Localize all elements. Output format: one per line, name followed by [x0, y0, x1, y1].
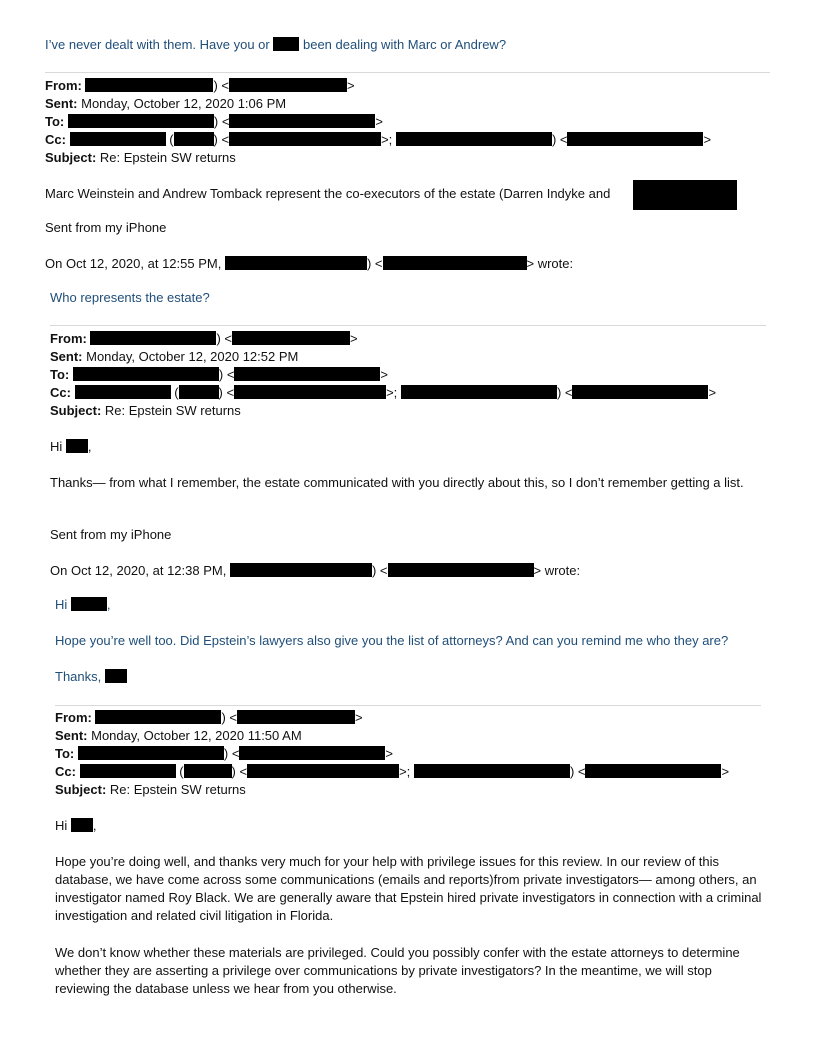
punct: ) < [231, 764, 248, 779]
signature: Sent from my iPhone [50, 527, 172, 542]
punct: > [380, 367, 389, 382]
closing-text: Thanks, [55, 669, 102, 684]
quote-header-text: On Oct 12, 2020, at 12:38 PM, [50, 563, 227, 578]
redaction-block [229, 132, 381, 146]
redaction-block [229, 114, 375, 128]
subject-label: Subject: [50, 403, 102, 418]
subject-value: Re: Epstein SW returns [99, 150, 236, 165]
punct: > [703, 132, 712, 147]
to-line [50, 367, 388, 383]
cc-label: Cc: [45, 132, 66, 147]
punct: ) < [223, 746, 240, 761]
punct: ) < [556, 385, 573, 400]
greeting [55, 597, 111, 613]
subject-label: Subject: [45, 150, 97, 165]
reply-text: been dealing with Marc or Andrew? [302, 37, 507, 52]
body-paragraph: We don’t know whether these materials are privileged. Could you possibly confer with the estate attorneys to determine whether they are asserting a privilege over communications by private investigators? In the meantime, we will stop reviewing the database unless we hear from you otherwise. [55, 945, 740, 996]
body-text [45, 186, 610, 202]
punct: ( [174, 385, 179, 400]
sent-label: Sent: [50, 349, 83, 364]
redaction-block [71, 818, 93, 832]
sent-label: Sent: [45, 96, 78, 111]
subject-value: Re: Epstein SW returns [109, 782, 246, 797]
redaction-block [388, 563, 534, 577]
punct: ) < [221, 710, 238, 725]
redaction-block [383, 256, 527, 270]
redaction-block [401, 385, 557, 399]
redaction-block [85, 78, 213, 92]
sent-value: Monday, October 12, 2020 1:06 PM [81, 96, 287, 111]
quote-header [50, 563, 580, 579]
signature: Sent from my iPhone [45, 220, 167, 235]
quote-header [45, 256, 573, 272]
redaction-block [247, 764, 399, 778]
redaction-block [105, 669, 127, 683]
redaction-block [70, 132, 166, 146]
redaction-block [66, 439, 88, 453]
redaction-block [237, 710, 355, 724]
redaction-block [71, 597, 107, 611]
punct: ) < [366, 256, 383, 271]
punct: , [87, 439, 92, 454]
from-line [55, 710, 363, 726]
header-divider [50, 325, 766, 326]
sent-value: Monday, October 12, 2020 12:52 PM [86, 349, 299, 364]
redaction-block [230, 563, 372, 577]
greeting [55, 818, 97, 834]
redaction-block [179, 385, 219, 399]
quote-header-text: On Oct 12, 2020, at 12:55 PM, [45, 256, 222, 271]
subject-label: Subject: [55, 782, 107, 797]
punct: ) < [551, 132, 568, 147]
redaction-block [273, 37, 299, 51]
subject-line [45, 150, 236, 166]
sent-label: Sent: [55, 728, 88, 743]
quote-header-text: wrote: [537, 256, 574, 271]
punct: > [526, 256, 535, 271]
cc-line [50, 385, 716, 401]
punct: ) < [213, 132, 230, 147]
redaction-block [567, 132, 703, 146]
punct: > [350, 331, 358, 346]
cc-label: Cc: [55, 764, 76, 779]
to-label: To: [50, 367, 70, 382]
punct: >; [381, 132, 393, 147]
from-line [50, 331, 358, 347]
punct: ) < [218, 385, 235, 400]
redaction-block [75, 385, 171, 399]
punct: > [375, 114, 384, 129]
punct: , [92, 818, 97, 833]
sent-value: Monday, October 12, 2020 11:50 AM [91, 728, 302, 743]
punct: ) < [371, 563, 388, 578]
reply-line [45, 37, 506, 53]
redaction-block [572, 385, 708, 399]
greeting [50, 439, 92, 455]
redaction-block [414, 764, 570, 778]
punct: ) < [213, 78, 230, 93]
closing [55, 669, 127, 685]
body-text: Thanks— from what I remember, the estate communicated with you directly about this, so I don’t remember getting a list. [50, 475, 744, 490]
redaction-block [225, 256, 367, 270]
cc-line [45, 132, 711, 148]
redaction-block [239, 746, 385, 760]
to-line [55, 746, 393, 762]
redaction-block [234, 385, 386, 399]
punct: > [355, 710, 363, 725]
sent-line [45, 96, 286, 112]
redaction-block [80, 764, 176, 778]
redaction-block [229, 78, 347, 92]
redaction-block [90, 331, 216, 345]
redaction-block [234, 367, 380, 381]
punct: > [385, 746, 394, 761]
subject-line [55, 782, 246, 798]
to-line [45, 114, 383, 130]
redaction-block [68, 114, 214, 128]
punct: ) < [218, 367, 235, 382]
redaction-block [585, 764, 721, 778]
from-line [45, 78, 355, 94]
greeting-text: Hi [50, 439, 63, 454]
header-divider [55, 705, 761, 706]
body-text: Hope you’re well too. Did Epstein’s lawyers also give you the list of attorneys? And can you remind me who they are? [55, 633, 729, 648]
redaction-block [633, 180, 737, 210]
punct: > [708, 385, 717, 400]
header-divider [45, 72, 770, 73]
from-label: From: [50, 331, 87, 346]
redaction-block [232, 331, 350, 345]
from-label: From: [45, 78, 82, 93]
quote-header-text: wrote: [544, 563, 581, 578]
punct: > [721, 764, 730, 779]
subject-value: Re: Epstein SW returns [104, 403, 241, 418]
punct: >; [399, 764, 411, 779]
body-paragraph: Hope you’re doing well, and thanks very much for your help with privilege issues for this review. In our review of this database, we have come across some communications (emails and reports)from private investigators— among others, an investigator named Roy Black. We are generally aware that Epstein hired private investigators in connection with a criminal investigation and related civil litigation in Florida. [55, 854, 762, 923]
redaction-block [184, 764, 232, 778]
punct: ( [169, 132, 174, 147]
subject-line [50, 403, 241, 419]
quoted-question: Who represents the estate? [50, 290, 210, 305]
punct: >; [386, 385, 398, 400]
redaction-block [174, 132, 214, 146]
redaction-block [396, 132, 552, 146]
punct: , [106, 597, 111, 612]
greeting-text: Hi [55, 597, 68, 612]
reply-text: I’ve never dealt with them. Have you or [45, 37, 270, 52]
to-label: To: [45, 114, 65, 129]
redaction-block [95, 710, 221, 724]
sent-line [55, 728, 302, 744]
cc-line [55, 764, 729, 780]
redaction-block [78, 746, 224, 760]
punct: > [533, 563, 542, 578]
redaction-block [73, 367, 219, 381]
body-line: Marc Weinstein and Andrew Tomback represent the co-executors of the estate (Darren Indyke and [45, 186, 611, 201]
punct: ( [179, 764, 184, 779]
punct: ) < [569, 764, 586, 779]
from-label: From: [55, 710, 92, 725]
greeting-text: Hi [55, 818, 68, 833]
punct: > [347, 78, 355, 93]
punct: ) < [213, 114, 230, 129]
sent-line [50, 349, 298, 365]
cc-label: Cc: [50, 385, 71, 400]
to-label: To: [55, 746, 75, 761]
punct: ) < [216, 331, 233, 346]
